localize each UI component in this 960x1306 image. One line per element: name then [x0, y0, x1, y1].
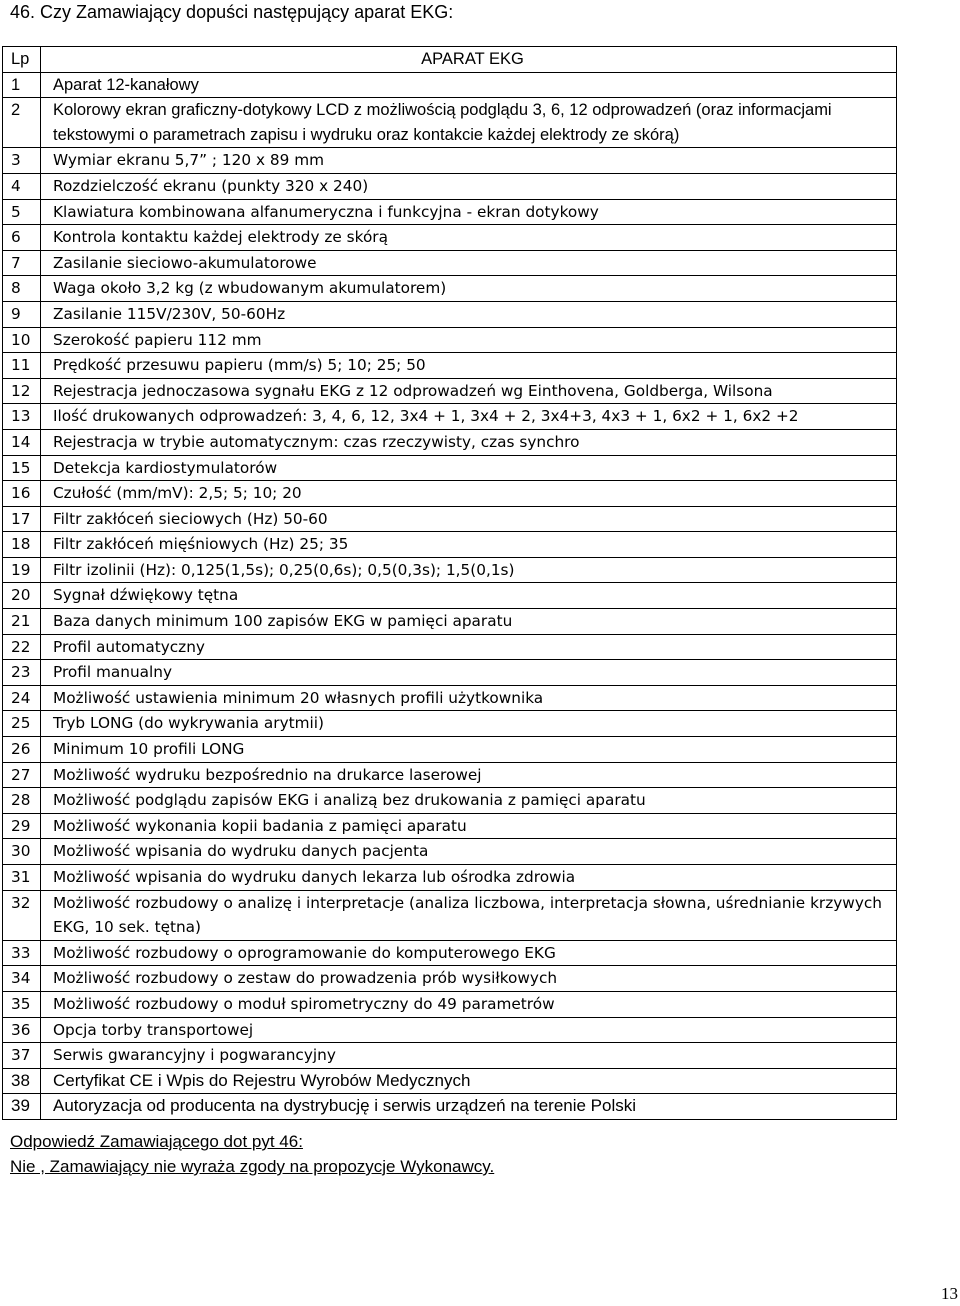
- row-description: Profil manualny: [41, 660, 897, 686]
- row-description: Czułość (mm/mV): 2,5; 5; 10; 20: [41, 481, 897, 507]
- row-number: 8: [3, 276, 41, 302]
- table-row: [3, 966, 897, 992]
- row-number: 37: [3, 1043, 41, 1069]
- row-number: 1: [3, 72, 41, 98]
- row-description: Możliwość wpisania do wydruku danych lekarza lub ośrodka zdrowia: [41, 865, 897, 891]
- row-number: 36: [3, 1017, 41, 1043]
- table-row: [3, 865, 897, 891]
- table-row: [3, 455, 897, 481]
- row-description: Możliwość rozbudowy o moduł spirometryczny do 49 parametrów: [41, 991, 897, 1017]
- table-row: [3, 98, 897, 148]
- row-description: Możliwość rozbudowy o oprogramowanie do komputerowego EKG: [41, 940, 897, 966]
- table-row: [3, 839, 897, 865]
- row-number: 23: [3, 660, 41, 686]
- row-description: Profil automatyczny: [41, 634, 897, 660]
- row-number: 30: [3, 839, 41, 865]
- table-row: [3, 660, 897, 686]
- row-description: Kontrola kontaktu każdej elektrody ze skórą: [41, 225, 897, 251]
- row-description: Filtr zakłóceń sieciowych (Hz) 50-60: [41, 506, 897, 532]
- table-row: [3, 557, 897, 583]
- row-description: Filtr zakłóceń mięśniowych (Hz) 25; 35: [41, 532, 897, 558]
- table-row: [3, 813, 897, 839]
- row-description: Rejestracja jednoczasowa sygnału EKG z 12 odprowadzeń wg Einthovena, Goldberga, Wilsona: [41, 378, 897, 404]
- row-number: 26: [3, 737, 41, 763]
- row-description: Rejestracja w trybie automatycznym: czas rzeczywisty, czas synchro: [41, 429, 897, 455]
- row-number: 28: [3, 788, 41, 814]
- row-number: 35: [3, 991, 41, 1017]
- row-number: 27: [3, 762, 41, 788]
- row-description: Możliwość ustawienia minimum 20 własnych profili użytkownika: [41, 685, 897, 711]
- table-row: [3, 609, 897, 635]
- table-row: [3, 1043, 897, 1069]
- row-number: 24: [3, 685, 41, 711]
- table-row: [3, 276, 897, 302]
- specification-table: [2, 46, 897, 1120]
- table-row: [3, 762, 897, 788]
- row-description: Aparat 12-kanałowy: [41, 72, 897, 98]
- table-row: [3, 327, 897, 353]
- table-row: [3, 1094, 897, 1120]
- table-header-row: [3, 47, 897, 73]
- row-description: Możliwość rozbudowy o zestaw do prowadzenia prób wysiłkowych: [41, 966, 897, 992]
- row-number: 34: [3, 966, 41, 992]
- row-number: 7: [3, 250, 41, 276]
- table-row: [3, 72, 897, 98]
- question-heading: 46. Czy Zamawiający dopuści następujący aparat EKG:: [10, 2, 454, 22]
- row-number: 10: [3, 327, 41, 353]
- row-description: Tryb LONG (do wykrywania arytmii): [41, 711, 897, 737]
- table-row: [3, 429, 897, 455]
- row-description: Certyfikat CE i Wpis do Rejestru Wyrobów Medycznych: [41, 1068, 897, 1094]
- table-row: [3, 1017, 897, 1043]
- row-number: 17: [3, 506, 41, 532]
- row-number: 9: [3, 301, 41, 327]
- row-description: Waga około 3,2 kg (z wbudowanym akumulatorem): [41, 276, 897, 302]
- table-row: [3, 991, 897, 1017]
- row-description: Możliwość wydruku bezpośrednio na drukarce laserowej: [41, 762, 897, 788]
- table-row: [3, 378, 897, 404]
- header-lp: Lp: [3, 47, 41, 73]
- row-description: Możliwość wykonania kopii badania z pamięci aparatu: [41, 813, 897, 839]
- table-row: [3, 353, 897, 379]
- row-description: Sygnał dźwiękowy tętna: [41, 583, 897, 609]
- row-description: Zasilanie 115V/230V, 50-60Hz: [41, 301, 897, 327]
- row-description: Możliwość rozbudowy o analizę i interpretacje (analiza liczbowa, interpretacja słowna, uśrednianie krzywych EKG, 10 sek. tętna): [41, 890, 897, 940]
- row-description: Wymiar ekranu 5,7” ; 120 x 89 mm: [41, 148, 897, 174]
- row-number: 3: [3, 148, 41, 174]
- header-title: APARAT EKG: [41, 47, 897, 73]
- row-description: Serwis gwarancyjny i pogwarancyjny: [41, 1043, 897, 1069]
- row-number: 15: [3, 455, 41, 481]
- table-row: [3, 506, 897, 532]
- table-row: [3, 148, 897, 174]
- table-row: [3, 173, 897, 199]
- row-number: 4: [3, 173, 41, 199]
- row-description: Możliwość podglądu zapisów EKG i analizą bez drukowania z pamięci aparatu: [41, 788, 897, 814]
- row-number: 22: [3, 634, 41, 660]
- row-number: 32: [3, 890, 41, 940]
- row-number: 6: [3, 225, 41, 251]
- answer-label: Odpowiedź Zamawiającego dot pyt 46:: [10, 1132, 303, 1151]
- row-description: Możliwość wpisania do wydruku danych pacjenta: [41, 839, 897, 865]
- row-number: 39: [3, 1094, 41, 1120]
- table-row: [3, 301, 897, 327]
- row-description: Zasilanie sieciowo-akumulatorowe: [41, 250, 897, 276]
- row-description: Baza danych minimum 100 zapisów EKG w pamięci aparatu: [41, 609, 897, 635]
- row-number: 20: [3, 583, 41, 609]
- row-number: 19: [3, 557, 41, 583]
- answer-text: Nie , Zamawiający nie wyraża zgody na propozycje Wykonawcy.: [10, 1157, 495, 1176]
- page-number: 13: [941, 1284, 958, 1303]
- row-description: Rozdzielczość ekranu (punkty 320 x 240): [41, 173, 897, 199]
- row-number: 2: [3, 98, 41, 148]
- table-row: [3, 1068, 897, 1094]
- row-description: Kolorowy ekran graficzny-dotykowy LCD z możliwością podglądu 3, 6, 12 odprowadzeń (oraz informacjami tekstowymi o parametrach zapisu i wydruku oraz kontakcie każdej elektrody ze skórą): [41, 98, 897, 148]
- row-description: Opcja torby transportowej: [41, 1017, 897, 1043]
- table-row: [3, 634, 897, 660]
- row-number: 13: [3, 404, 41, 430]
- table-row: [3, 890, 897, 940]
- row-description: Detekcja kardiostymulatorów: [41, 455, 897, 481]
- row-number: 25: [3, 711, 41, 737]
- table-row: [3, 685, 897, 711]
- table-row: [3, 199, 897, 225]
- row-number: 31: [3, 865, 41, 891]
- row-number: 38: [3, 1068, 41, 1094]
- table-row: [3, 583, 897, 609]
- row-number: 18: [3, 532, 41, 558]
- row-description: Ilość drukowanych odprowadzeń: 3, 4, 6, 12, 3x4 + 1, 3x4 + 2, 3x4+3, 4x3 + 1, 6x2 + 1, 6x2 +2: [41, 404, 897, 430]
- row-description: Minimum 10 profili LONG: [41, 737, 897, 763]
- table-row: [3, 711, 897, 737]
- table-row: [3, 737, 897, 763]
- row-number: 14: [3, 429, 41, 455]
- row-description: Klawiatura kombinowana alfanumeryczna i funkcyjna - ekran dotykowy: [41, 199, 897, 225]
- table-row: [3, 250, 897, 276]
- row-description: Autoryzacja od producenta na dystrybucję i serwis urządzeń na terenie Polski: [41, 1094, 897, 1120]
- table-row: [3, 940, 897, 966]
- table-row: [3, 225, 897, 251]
- row-description: Filtr izolinii (Hz): 0,125(1,5s); 0,25(0,6s); 0,5(0,3s); 1,5(0,1s): [41, 557, 897, 583]
- row-number: 5: [3, 199, 41, 225]
- table-row: [3, 404, 897, 430]
- table-body: [3, 72, 897, 1119]
- row-description: Prędkość przesuwu papieru (mm/s) 5; 10; 25; 50: [41, 353, 897, 379]
- table-row: [3, 788, 897, 814]
- row-number: 16: [3, 481, 41, 507]
- row-number: 33: [3, 940, 41, 966]
- row-description: Szerokość papieru 112 mm: [41, 327, 897, 353]
- row-number: 21: [3, 609, 41, 635]
- table-row: [3, 481, 897, 507]
- row-number: 29: [3, 813, 41, 839]
- row-number: 11: [3, 353, 41, 379]
- row-number: 12: [3, 378, 41, 404]
- table-row: [3, 532, 897, 558]
